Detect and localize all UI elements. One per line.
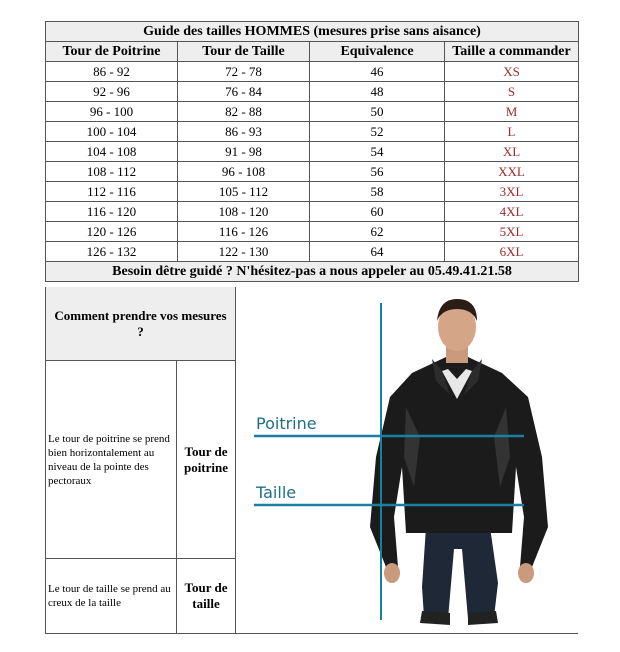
model-photo: [236, 287, 578, 633]
size-cell: M: [445, 102, 579, 122]
waist-cell: 91 - 98: [178, 142, 310, 162]
equivalence-cell: 56: [310, 162, 445, 182]
chest-cell: 116 - 120: [46, 202, 178, 222]
waist-label: Tour de taille: [177, 559, 236, 633]
size-guide: [45, 21, 578, 282]
equivalence-cell: 60: [310, 202, 445, 222]
chest-cell: 126 - 132: [46, 242, 178, 262]
table-row: [46, 242, 579, 262]
equivalence-cell: 64: [310, 242, 445, 262]
col-header-chest: Tour de Poitrine: [46, 42, 178, 62]
size-cell: L: [445, 122, 579, 142]
size-cell: 5XL: [445, 222, 579, 242]
waist-cell: 105 - 112: [178, 182, 310, 202]
equivalence-cell: 46: [310, 62, 445, 82]
chest-description: Le tour de poitrine se prend bien horizontalement au niveau de la pointe des pectoraux: [46, 361, 177, 559]
size-cell: 3XL: [445, 182, 579, 202]
col-header-waist: Tour de Taille: [178, 42, 310, 62]
size-cell: S: [445, 82, 579, 102]
waist-cell: 108 - 120: [178, 202, 310, 222]
waist-cell: 72 - 78: [178, 62, 310, 82]
size-cell: XS: [445, 62, 579, 82]
size-cell: XXL: [445, 162, 579, 182]
help-line: Besoin dêtre guidé ? N'hésitez-pas a nous appeler au 05.49.41.21.58: [46, 262, 579, 282]
equivalence-cell: 62: [310, 222, 445, 242]
waist-cell: 82 - 88: [178, 102, 310, 122]
chest-cell: 86 - 92: [46, 62, 178, 82]
chest-cell: 120 - 126: [46, 222, 178, 242]
chest-label: Tour de poitrine: [177, 361, 236, 559]
col-header-size: Taille a commander: [445, 42, 579, 62]
waist-cell: 76 - 84: [178, 82, 310, 102]
chest-cell: 104 - 108: [46, 142, 178, 162]
table-row: [46, 102, 579, 122]
table-row: [46, 202, 579, 222]
table-row: [46, 182, 579, 202]
table-row: [46, 162, 579, 182]
table-row: [46, 82, 579, 102]
size-table: [45, 21, 579, 282]
chest-photo-label: Poitrine: [256, 414, 317, 433]
chest-cell: 112 - 116: [46, 182, 178, 202]
size-cell: 6XL: [445, 242, 579, 262]
equivalence-cell: 54: [310, 142, 445, 162]
howto-title: Comment prendre vos mesures ?: [46, 287, 236, 361]
waist-cell: 122 - 130: [178, 242, 310, 262]
waist-description: Le tour de taille se prend au creux de la taille: [46, 559, 177, 633]
table-row: [46, 222, 579, 242]
equivalence-cell: 58: [310, 182, 445, 202]
size-cell: XL: [445, 142, 579, 162]
waist-photo-label: Taille: [256, 483, 297, 502]
table-title: Guide des tailles HOMMES (mesures prise sans aisance): [46, 22, 579, 42]
table-row: [46, 62, 579, 82]
chest-cell: 108 - 112: [46, 162, 178, 182]
table-row: [46, 122, 579, 142]
equivalence-cell: 50: [310, 102, 445, 122]
waist-cell: 86 - 93: [178, 122, 310, 142]
waist-cell: 96 - 108: [178, 162, 310, 182]
chest-cell: 96 - 100: [46, 102, 178, 122]
table-row: [46, 142, 579, 162]
equivalence-cell: 48: [310, 82, 445, 102]
measure-guide: [45, 287, 578, 634]
waist-cell: 116 - 126: [178, 222, 310, 242]
model-illustration: [236, 287, 578, 633]
chest-cell: 100 - 104: [46, 122, 178, 142]
chest-cell: 92 - 96: [46, 82, 178, 102]
col-header-equivalence: Equivalence: [310, 42, 445, 62]
equivalence-cell: 52: [310, 122, 445, 142]
size-cell: 4XL: [445, 202, 579, 222]
